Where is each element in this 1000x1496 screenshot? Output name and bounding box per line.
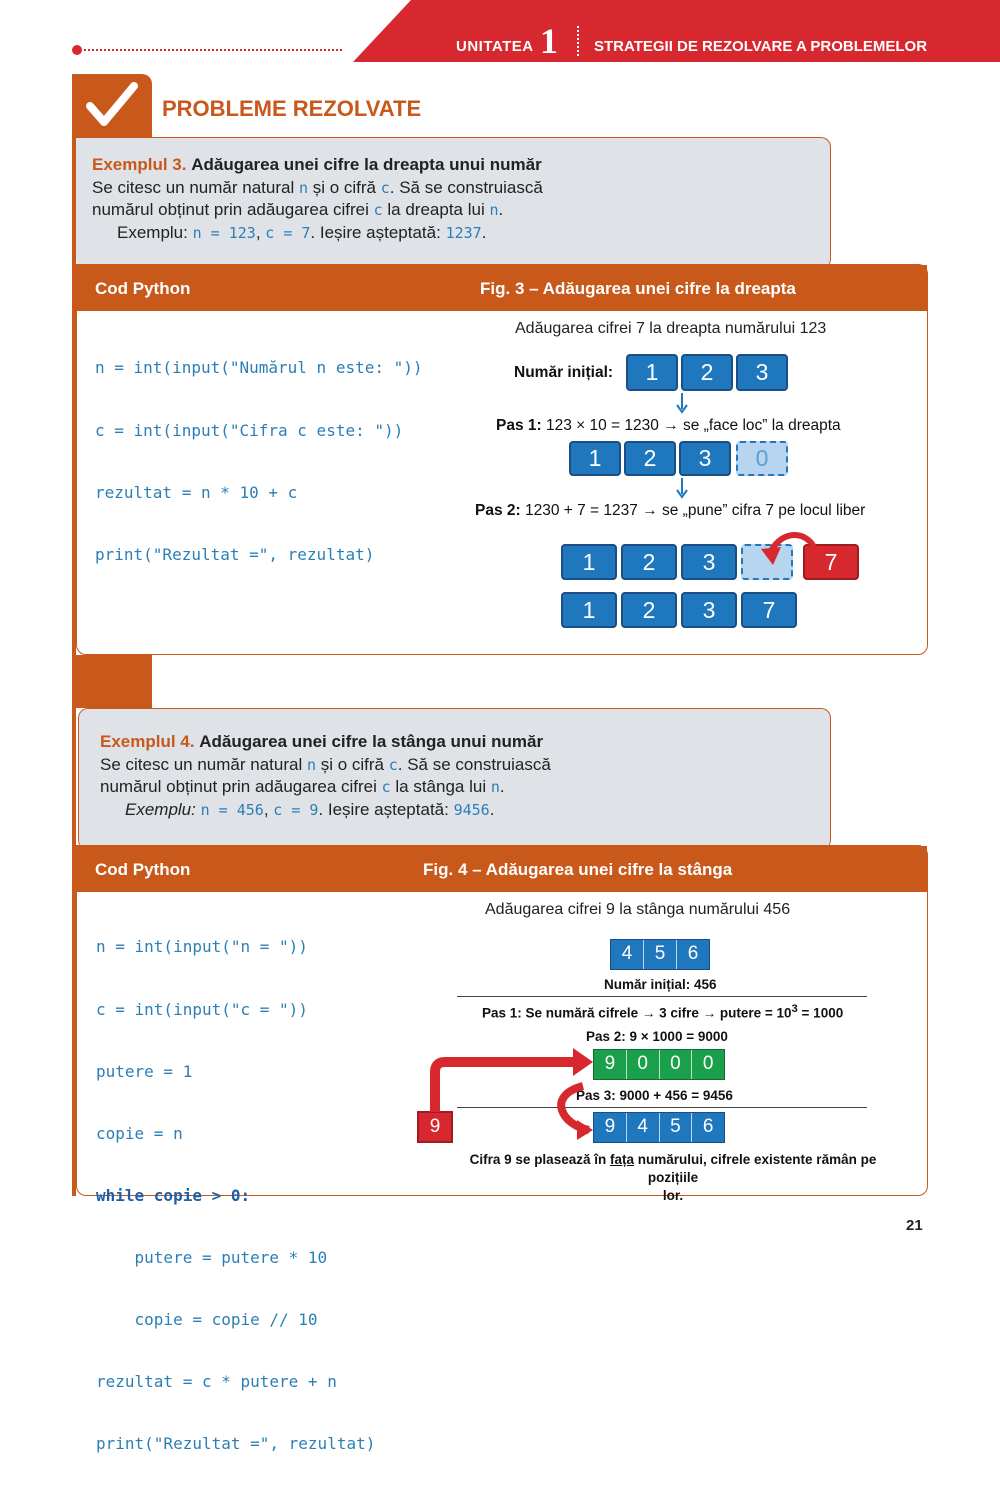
example-3-text [92, 154, 822, 244]
section-badge [72, 74, 152, 137]
code-line: n = int(input("Numărul n este: ")) [95, 358, 423, 378]
text-segment: Se citesc un număr natural [92, 177, 299, 197]
arrow-down-icon [675, 478, 689, 500]
unit-title: STRATEGII DE REZOLVARE A PROBLEMELOR [594, 38, 928, 55]
header-dotted-line [84, 49, 342, 51]
code-line: rezultat = n * 10 + c [95, 482, 298, 502]
insertion-arrows [427, 1044, 597, 1148]
digit-box: 1 [561, 544, 617, 580]
inline-code: c = 7 [265, 223, 311, 242]
digit-cell: 4 [611, 940, 644, 969]
initial-number-label: Număr inițial: 456 [604, 977, 717, 992]
text-segment: numărul obținut prin adăugarea cifrei [92, 200, 374, 219]
step-3-label: Pas 3: 9000 + 456 = 9456 [576, 1088, 733, 1103]
digit-cell: 5 [644, 940, 677, 969]
text-segment: la dreapta lui [382, 200, 490, 219]
figure-title: Fig. 3 – Adăugarea unei cifre la dreapta [480, 279, 796, 298]
text-segment: Pas 2: [475, 502, 521, 519]
text-segment: , [263, 799, 274, 819]
text-segment: . [498, 200, 504, 219]
unit-number: 1 [540, 21, 558, 61]
example-3-number: Exemplul 3. [92, 155, 187, 174]
step-2-label [475, 502, 865, 520]
code-line: print("Rezultat =", rezultat) [95, 544, 375, 564]
digit-cell: 4 [627, 1113, 660, 1142]
new-digit-box: 9 [417, 1111, 453, 1143]
digit-box: 2 [621, 592, 677, 628]
digit-cell: 0 [627, 1050, 660, 1079]
code-line: n = int(input("n = ")) [96, 937, 308, 957]
example-3-box [76, 137, 831, 269]
code-line: putere = 1 [96, 1061, 193, 1081]
code-line: c = int(input("c = ")) [96, 999, 308, 1019]
inline-code: n = 123 [192, 223, 256, 242]
text-segment: . Ieșire așteptată: [310, 222, 446, 242]
code-block [96, 896, 375, 1496]
code-line: copie = copie // 10 [96, 1310, 318, 1330]
check-icon [86, 82, 138, 128]
example-4-box [78, 708, 831, 850]
example-4-sample [100, 799, 825, 822]
text-segment: . [499, 777, 505, 796]
text-segment: Cifra 9 se plasează în [469, 1152, 610, 1167]
digit-box: 1 [626, 354, 678, 391]
text-segment: . Să se construiască [389, 177, 543, 197]
new-digit-box: 7 [803, 544, 859, 580]
code-title: Cod Python [95, 279, 191, 298]
inline-code: c [373, 201, 383, 219]
text-segment: Număr inițial: [514, 364, 614, 381]
digit-cell: 9 [594, 1050, 627, 1079]
inline-code: c [380, 178, 390, 197]
digit-box: 3 [681, 592, 737, 628]
digit-cell: 0 [702, 1053, 714, 1074]
unit-label: UNITATEA [456, 38, 534, 55]
inline-code: n [489, 201, 499, 219]
example-3-heading [92, 154, 822, 177]
digit-box: 2 [621, 544, 677, 580]
initial-number-box [610, 939, 710, 970]
example-4-line-2 [100, 776, 825, 799]
text-segment: numărului, cifrele existente rămân pe pozițiile [634, 1152, 877, 1185]
text-segment: lor. [662, 1188, 684, 1203]
divider [457, 996, 867, 997]
text-segment: . [489, 799, 495, 819]
digit-cell: 6 [687, 943, 699, 964]
figure-caption: Adăugarea cifrei 7 la dreapta numărului 123 [515, 320, 827, 337]
code-line: print("Rezultat =", rezultat) [96, 1434, 376, 1454]
digit-box: 3 [679, 441, 731, 476]
example-4-text [100, 731, 825, 821]
text-segment: . Să se construiască [397, 754, 551, 774]
example-3-line-1 [92, 177, 822, 200]
inline-code: 9456 [453, 800, 490, 819]
text-segment: . [481, 222, 487, 242]
digit-box: 1 [561, 592, 617, 628]
text-segment: Exemplu: [117, 222, 193, 242]
example-4-number: Exemplul 4. [100, 732, 195, 751]
text-segment: , [255, 222, 266, 242]
digit-box: 2 [681, 354, 733, 391]
initial-label [514, 364, 613, 382]
code-line: copie = n [96, 1123, 183, 1143]
example-4-heading [100, 731, 825, 754]
inline-code: c [388, 755, 398, 774]
step-1-label [496, 417, 841, 435]
inline-code: n [490, 778, 500, 796]
page-number: 21 [906, 1217, 923, 1234]
digit-box: 2 [624, 441, 676, 476]
digit-box: 3 [736, 354, 788, 391]
section-title: PROBLEME REZOLVATE [162, 96, 422, 121]
figure-title: Fig. 4 – Adăugarea unei cifre la stânga [423, 860, 733, 879]
digit-cell: 5 [660, 1113, 693, 1142]
text-segment: Exemplu: [125, 799, 196, 819]
example-4-title: Adăugarea unei cifre la stânga unui număr [199, 732, 544, 751]
digit-box: 7 [741, 592, 797, 628]
example-3-sample [92, 222, 822, 245]
code-line: while copie > 0: [96, 1185, 251, 1205]
step-2-label: Pas 2: 9 × 1000 = 9000 [586, 1029, 728, 1044]
digit-box: 1 [569, 441, 621, 476]
emphasis: fața [609, 1152, 634, 1167]
step-2-number-box [593, 1049, 725, 1080]
text-segment: Pas 1: [496, 417, 542, 434]
figure-note [443, 1151, 903, 1205]
text-segment: și o cifră [315, 754, 389, 774]
example-3-line-2 [92, 199, 822, 222]
text-segment: Se citesc un număr natural [100, 754, 307, 774]
inline-code: n [306, 755, 316, 774]
digit-cell: 6 [702, 1116, 714, 1137]
inline-code: c [381, 778, 391, 796]
unit-separator [577, 26, 579, 56]
code-line: c = int(input("Cifra c este: ")) [95, 420, 404, 440]
figure-caption: Adăugarea cifrei 9 la stânga numărului 456 [485, 901, 791, 918]
code-block [95, 317, 423, 607]
inline-code: n = 456 [200, 800, 264, 819]
text-segment: și o cifră [307, 177, 381, 197]
code-line: putere = putere * 10 [96, 1247, 328, 1267]
header-dot [72, 45, 82, 55]
text-segment: 1230 + 7 = 1237 → se „pune” cifra 7 pe locul liber [520, 502, 866, 519]
digit-cell: 9 [594, 1113, 627, 1142]
connector-strip [76, 655, 152, 708]
text-segment: numărul obținut prin adăugarea cifrei [100, 777, 382, 796]
example-3-title: Adăugarea unei cifre la dreapta unui număr [191, 155, 542, 174]
text-segment: 123 × 10 = 1230 → se „face loc” la dreapta [541, 417, 841, 434]
panel-example-3 [76, 264, 928, 655]
digit-box: 3 [681, 544, 737, 580]
step-1-label [482, 1003, 843, 1021]
example-4-line-1 [100, 754, 825, 777]
text-segment: la stânga lui [390, 777, 491, 796]
text-segment: . Ieșire așteptată: [318, 799, 454, 819]
inline-code: n [298, 178, 308, 197]
text-segment: Pas 1: Se numără cifrele → 3 cifre → putere = 10 [482, 1005, 792, 1021]
exponent: 3 [791, 1003, 798, 1015]
arrow-down-icon [675, 393, 689, 415]
placeholder-digit: 0 [736, 441, 788, 476]
result-number-box [593, 1112, 725, 1143]
code-title: Cod Python [95, 860, 191, 879]
code-line: rezultat = c * putere + n [96, 1372, 337, 1392]
digit-cell: 0 [660, 1050, 693, 1079]
curved-arrow-icon [757, 527, 821, 571]
text-segment: = 1000 [797, 1005, 844, 1021]
inline-code: 1237 [445, 223, 482, 242]
inline-code: c = 9 [273, 800, 319, 819]
